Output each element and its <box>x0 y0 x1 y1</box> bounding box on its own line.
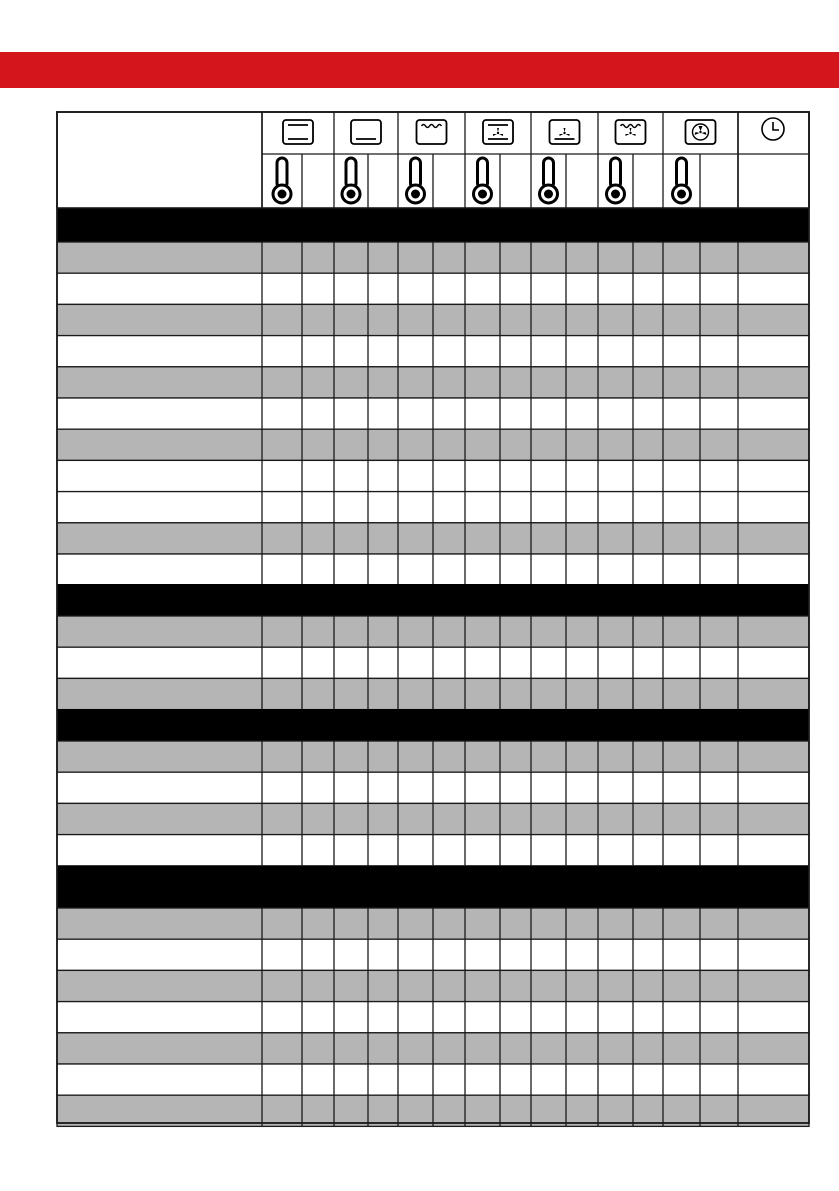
table-row <box>57 242 809 273</box>
table-row <box>57 523 809 554</box>
table-row <box>57 616 809 647</box>
section-header-bar <box>57 866 809 908</box>
thermometer-icon <box>342 158 360 203</box>
table-section <box>57 208 809 585</box>
table-body <box>57 208 809 1126</box>
table-row <box>57 647 809 678</box>
thermometer-icon <box>474 158 492 203</box>
table-row <box>57 1033 809 1064</box>
thermometer-icon <box>273 158 291 203</box>
table-row <box>57 772 809 803</box>
table-row <box>57 908 809 939</box>
thermometer-icon <box>407 158 425 203</box>
table-row <box>57 678 809 709</box>
table-row <box>57 741 809 772</box>
table-row <box>57 460 809 491</box>
table-row <box>57 492 809 523</box>
thermometer-icon <box>607 158 625 203</box>
section-header-bar <box>57 208 809 242</box>
table-row <box>57 1095 809 1126</box>
thermometer-icon <box>673 158 691 203</box>
table-row <box>57 803 809 834</box>
table-section <box>57 584 809 710</box>
table-row <box>57 939 809 970</box>
table-section <box>57 709 809 866</box>
table-row <box>57 1064 809 1095</box>
table-header <box>57 112 809 208</box>
thermometer-icon <box>540 158 558 203</box>
section-header-bar <box>57 584 809 616</box>
table-row <box>57 429 809 460</box>
table-row <box>57 336 809 367</box>
table-row <box>57 970 809 1001</box>
table-section <box>57 866 809 1126</box>
section-header-bar <box>57 709 809 741</box>
table-row <box>57 554 809 585</box>
table-row <box>57 304 809 335</box>
table-row <box>57 398 809 429</box>
table-row <box>57 367 809 398</box>
table-row <box>57 273 809 304</box>
table-row <box>57 1002 809 1033</box>
table-row <box>57 835 809 866</box>
